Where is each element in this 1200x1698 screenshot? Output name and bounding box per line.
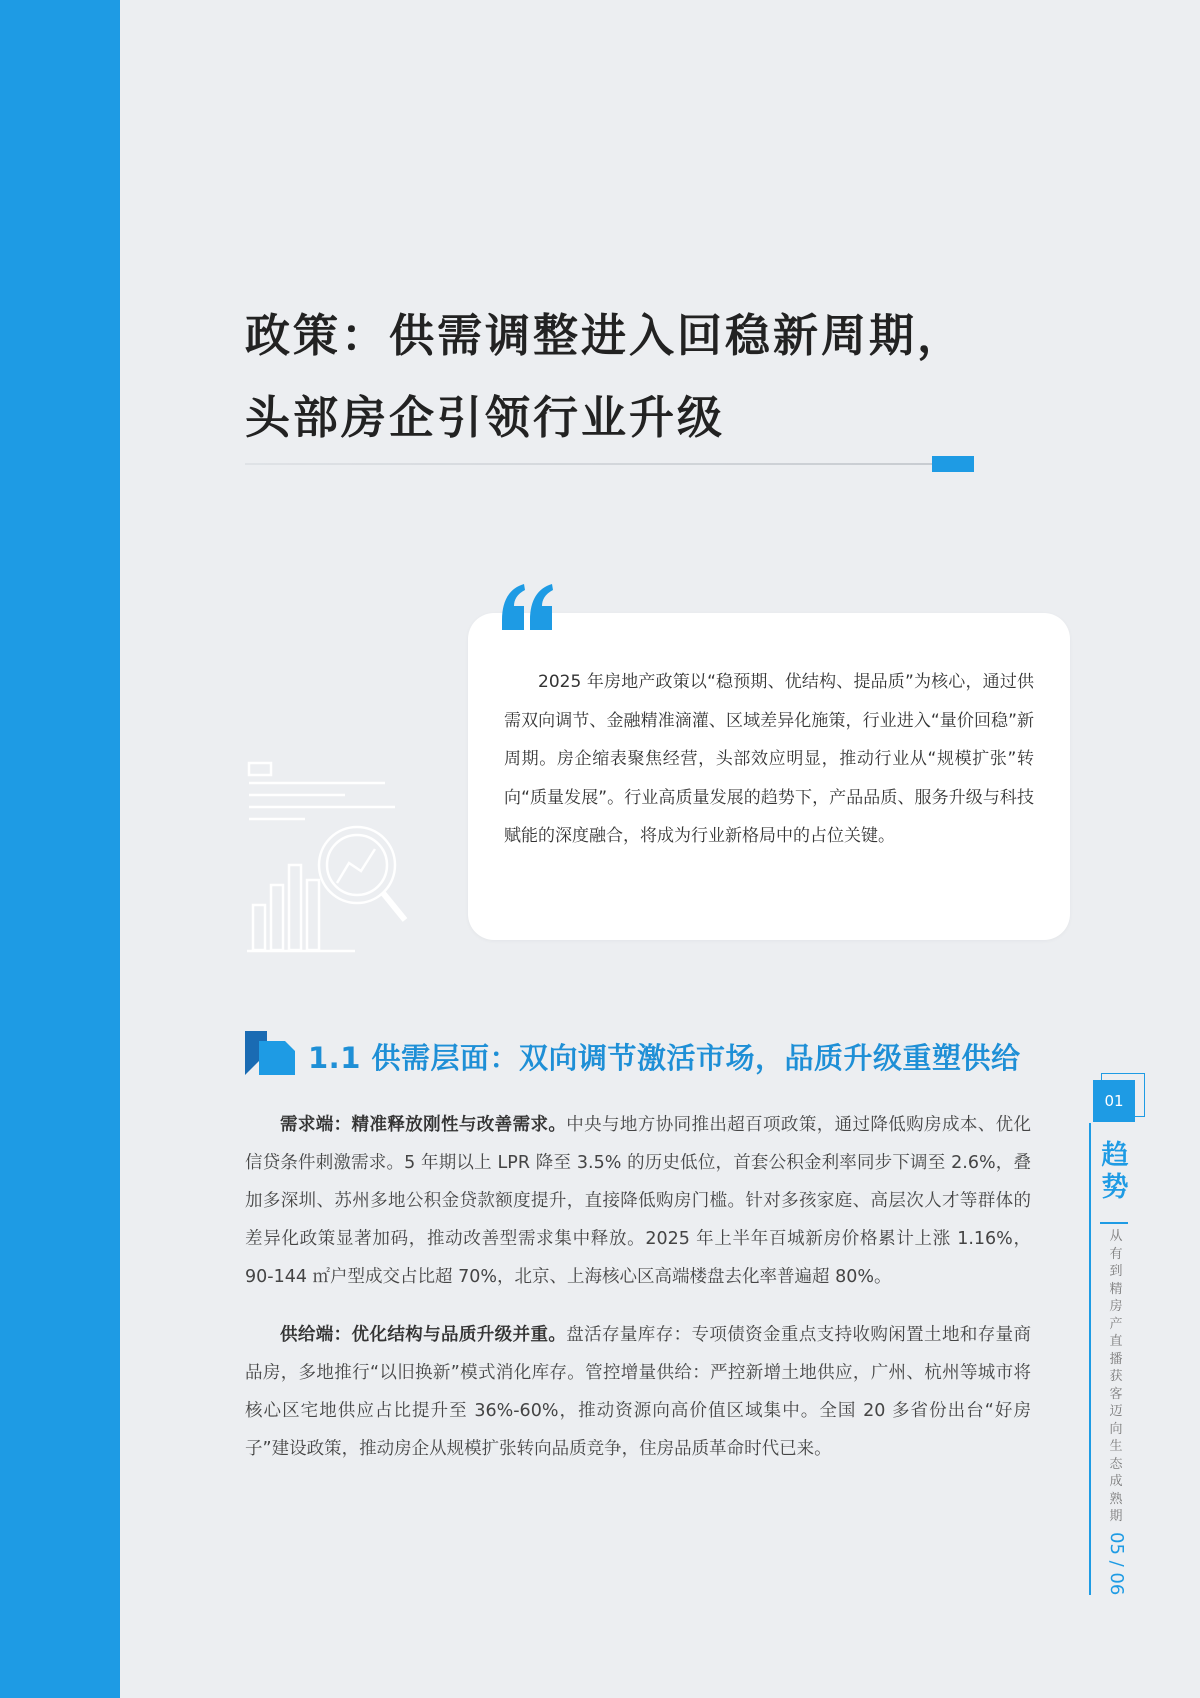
chapter-title: 趋势 (1101, 1140, 1129, 1203)
headline-divider (245, 463, 933, 465)
supply-lead: 供给端：优化结构与品质升级并重。 (280, 1325, 567, 1345)
headline-divider-accent (932, 456, 974, 472)
demand-lead: 需求端：精准释放刚性与改善需求。 (280, 1115, 567, 1135)
intro-quote-card (468, 613, 1070, 940)
left-accent-bar (0, 0, 120, 1698)
headline-line-1: 政策：供需调整进入回稳新周期， (245, 309, 966, 362)
quote-mark-icon (498, 580, 558, 640)
chapter-number: 01 (1093, 1080, 1135, 1122)
demand-paragraph (245, 1106, 1031, 1296)
headline-line-2: 头部房企引领行业升级 (245, 391, 726, 444)
demand-body: 中央与地方协同推出超百项政策，通过降低购房成本、优化信贷条件刺激需求。5 年期以上 LPR 降至 3.5% 的历史低位，首套公积金利率同步下调至 2.6%，叠加多深圳、苏州多地公积金贷款额度提升，直接降低购房门槛。针对多孩家庭、高层次人才等群体的差异化政策显著加码，推动改善型需求集中释放。2025 年上半年百城新房价格累计上涨 1.16%，90-144 ㎡户型成交占比超 70%，北京、上海核心区高端楼盘去化率普遍超 80%。 (245, 1115, 1032, 1287)
section-title: 1.1 供需层面：双向调节激活市场，品质升级重塑供给 (308, 1041, 1021, 1075)
supply-paragraph (245, 1316, 1031, 1468)
chapter-subtitle-2: 房产直播获客迈向生态成熟期 (1109, 1299, 1123, 1524)
chapter-dash (1100, 1222, 1128, 1224)
section-heading-icon (245, 1031, 295, 1075)
chapter-subtitle (1108, 1228, 1124, 1526)
side-nav-line (1089, 1123, 1091, 1595)
analysis-illustration-icon (245, 755, 415, 955)
page-number: 05 / 06 (1106, 1532, 1127, 1596)
supply-body: 盘活存量库存：专项债资金重点支持收购闲置土地和存量商品房，多地推行“以旧换新”模式消化库存。管控增量供给：严控新增土地供应，广州、杭州等城市将核心区宅地供应占比提升至 36%-60%，推动资源向高价值区域集中。全国 20 多省份出台“好房子”建设政策，推动房企从规模扩张转向品质竞争，住房品质革命时代已来。 (245, 1325, 1032, 1459)
intro-quote-text: 2025 年房地产政策以“稳预期、优结构、提品质”为核心，通过供需双向调节、金融精准滴灌、区域差异化施策，行业进入“量价回稳”新周期。房企缩表聚焦经营，头部效应明显，推动行业从“规模扩张”转向“质量发展”。行业高质量发展的趋势下，产品品质、服务升级与科技赋能的深度融合，将成为行业新格局中的占位关键。 (504, 672, 1034, 846)
page-headline (245, 295, 1045, 459)
chapter-subtitle-1: 从有到精 (1109, 1229, 1123, 1297)
